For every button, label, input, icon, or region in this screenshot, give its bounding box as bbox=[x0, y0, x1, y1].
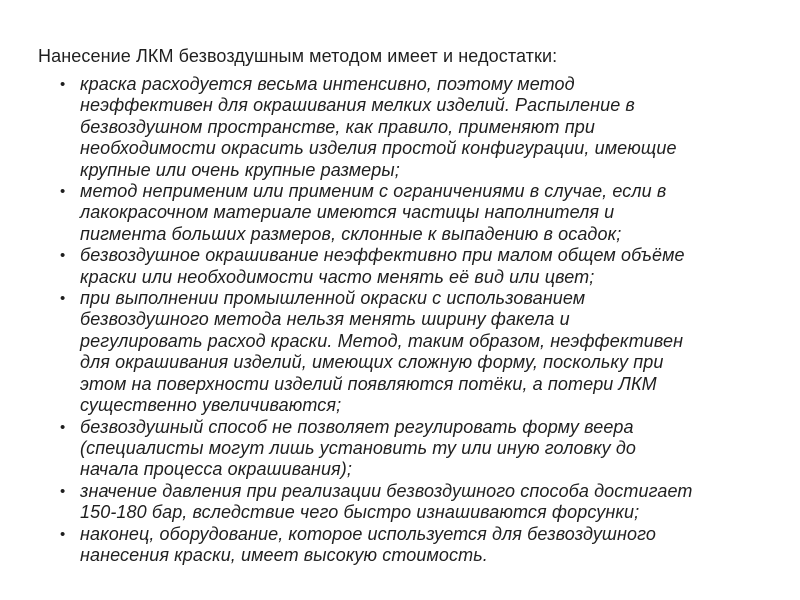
list-item bbox=[60, 74, 754, 181]
bullet-icon: • bbox=[60, 482, 66, 500]
list-item bbox=[60, 524, 754, 567]
bullet-icon: • bbox=[60, 418, 66, 436]
bullet-icon: • bbox=[60, 290, 66, 308]
list-item bbox=[60, 181, 754, 245]
list-item bbox=[60, 288, 754, 416]
bullet-icon: • bbox=[60, 76, 66, 93]
bullet-icon: • bbox=[60, 525, 66, 543]
bullet-text: значение давления при реализации безвоздушного способа достигает 150-180 бар, вследствие чего быстро изнашиваются форсунки; bbox=[80, 480, 693, 523]
bullet-text: безвоздушный способ не позволяет регулировать форму веера (специалисты могут лишь установить ту или иную головку до начала процесса окрашивания); bbox=[80, 416, 637, 480]
list-item bbox=[60, 245, 754, 288]
bullet-text: наконец, оборудование, которое используется для безвоздушного нанесения краски, имеет высокую стоимость. bbox=[80, 523, 656, 565]
bullet-text: метод неприменим или применим с ограничениями в случае, если в лакокрасочном материале имеются частицы наполнителя и пигмента больших размеров, склонные к выпадению в осадок; bbox=[80, 181, 667, 244]
page-title: Нанесение ЛКМ безвоздушным методом имеет и недостатки: bbox=[38, 46, 558, 66]
list-item bbox=[60, 417, 754, 481]
bullet-text: при выполнении промышленной окраски с использованием безвоздушного метода нельзя менять ширину факела и регулировать расход краски. Метод, таким образом, неэффективен для окрашивания изделий, имеющих сложную форму, поскольку при этом на поверхности изделий появляются потёки, а потери ЛКМ существенно увеличиваются; bbox=[80, 288, 684, 416]
slide-content bbox=[38, 44, 754, 566]
bullet-icon: • bbox=[60, 183, 66, 201]
list-item bbox=[60, 481, 754, 524]
bullet-icon: • bbox=[60, 247, 66, 265]
bullet-list bbox=[60, 74, 754, 566]
bullet-text: краска расходуется весьма интенсивно, поэтому метод неэффективен для окрашивания мелких изделий. Распыление в безвоздушном пространстве, как правило, применяют при необходимости окрасить изделия простой конфигурации, имеющие крупные или очень крупные размеры; bbox=[80, 74, 677, 180]
bullet-text: безвоздушное окрашивание неэффективно при малом общем объёме краски или необходимости часто менять её вид или цвет; bbox=[80, 245, 685, 287]
